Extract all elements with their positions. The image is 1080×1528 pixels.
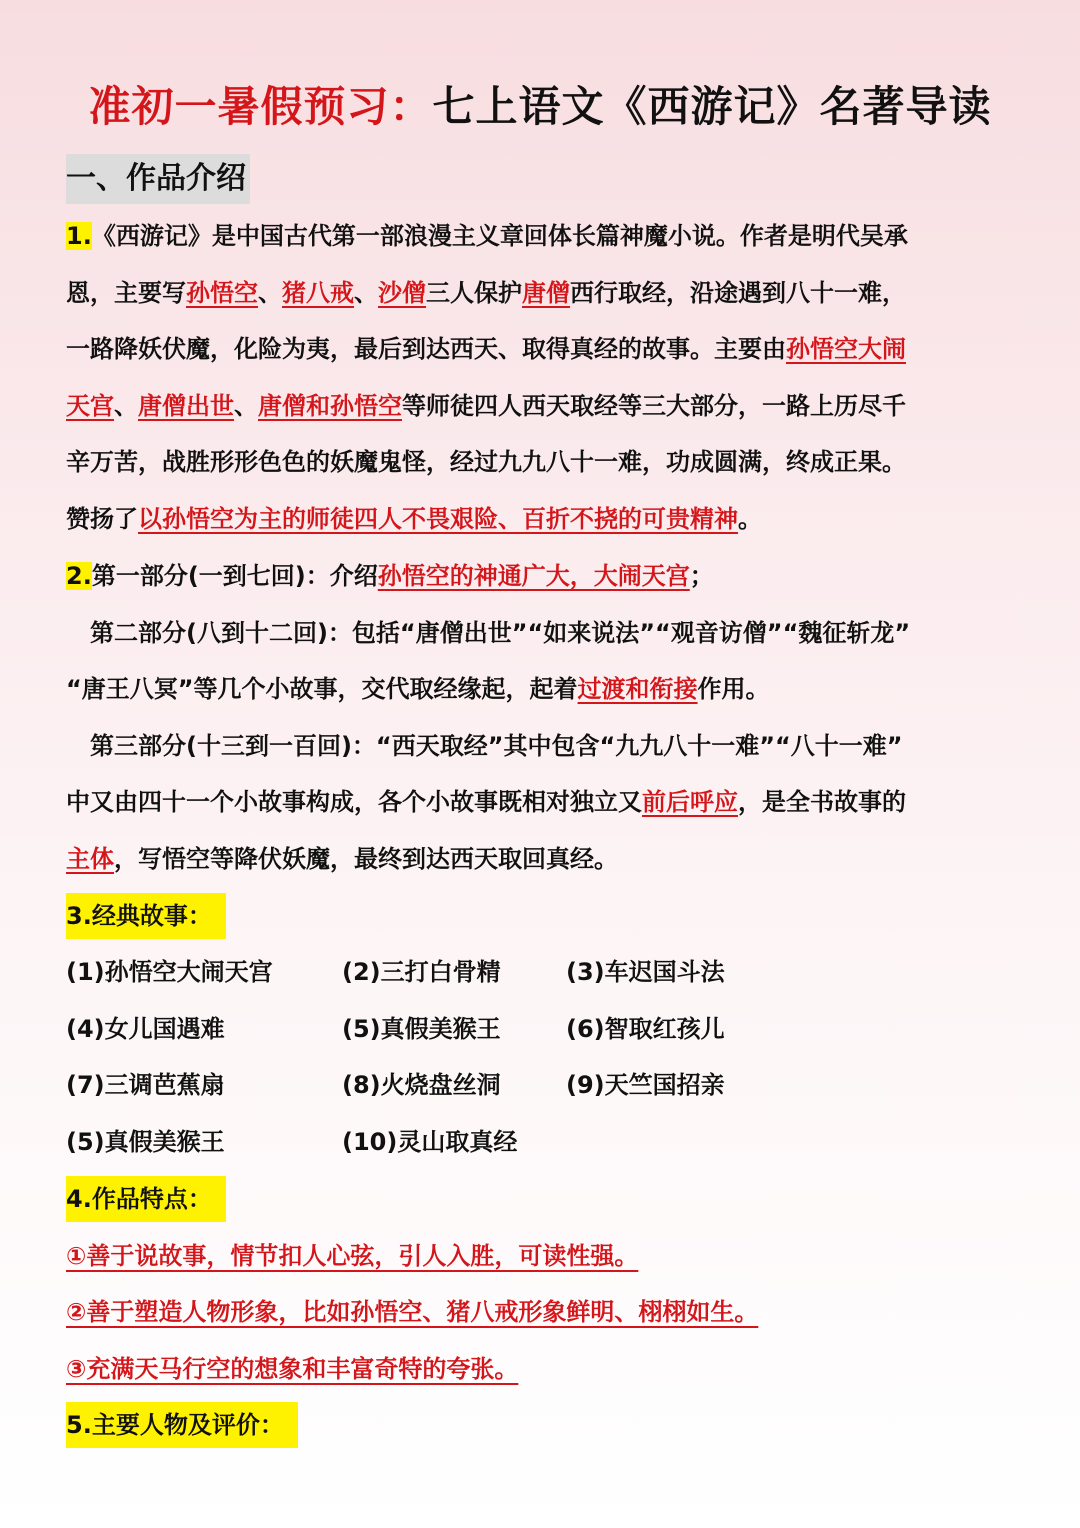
text-span: 等师徒四人西天取经等三大部分，一路上历尽千 bbox=[402, 391, 906, 420]
section-heading-intro: 一、作品介绍 bbox=[66, 154, 250, 204]
story-item: (7)三调芭蕉扇 bbox=[66, 1071, 225, 1100]
text-span: 、 bbox=[234, 391, 258, 420]
section-features bbox=[66, 1171, 1026, 1397]
page-title bbox=[0, 74, 1080, 134]
feature-item: ③充满天马行空的想象和丰富奇特的夸张。 bbox=[66, 1354, 519, 1383]
keyword: 孙悟空 bbox=[186, 278, 258, 307]
keyword: 孙悟空大闹 bbox=[786, 335, 906, 364]
text-span: 中又由四十一个小故事构成，各个小故事既相对独立又 bbox=[66, 788, 642, 817]
heading-classic-stories bbox=[66, 888, 1026, 945]
text-span: ； bbox=[689, 562, 714, 590]
text-span: 作用。 bbox=[697, 675, 770, 704]
keyword: 唐僧和孙悟空 bbox=[258, 391, 402, 420]
item-number-2: 2. bbox=[66, 562, 92, 590]
text-span: 三人保护 bbox=[426, 278, 522, 307]
story-item: (6)智取红孩儿 bbox=[566, 1014, 725, 1043]
text-span: “唐王八冥”等几个小故事，交代取经缘起，起着 bbox=[66, 675, 578, 704]
text-line: 第三部分(十三到一百回)：“西天取经”其中包含“九九八十一难”“八十一难” bbox=[90, 731, 903, 760]
story-item: (5)真假美猴王 bbox=[342, 1014, 501, 1043]
story-item: (5)真假美猴王 bbox=[66, 1127, 225, 1156]
item-number-1: 1. bbox=[66, 222, 92, 250]
title-black-part: 七上语文《西游记》名著导读 bbox=[432, 82, 992, 131]
title-red-part: 准初一暑假预习： bbox=[88, 82, 433, 131]
text-span: 第一部分(一到七回)：介绍 bbox=[91, 562, 378, 590]
heading-text: 3.经典故事： bbox=[66, 893, 226, 939]
stories-row bbox=[66, 944, 966, 1001]
paragraph-2 bbox=[66, 548, 1026, 888]
feature-item: ②善于塑造人物形象，比如孙悟空、猪八戒形象鲜明、栩栩如生。 bbox=[66, 1298, 759, 1327]
text-span: 赞扬了 bbox=[66, 504, 138, 533]
keyword: 猪八戒 bbox=[282, 278, 354, 307]
text-line: 辛万苦，战胜形形色色的妖魔鬼怪，经过九九八十一难，功成圆满，终成正果。 bbox=[66, 448, 906, 477]
text-line: 《西游记》是中国古代第一部浪漫主义章回体长篇神魔小说。作者是明代吴承 bbox=[91, 222, 908, 250]
story-item: (2)三打白骨精 bbox=[342, 958, 501, 986]
stories-row bbox=[66, 1114, 966, 1171]
keyword: 孙悟空的神通广大，大闹天宫 bbox=[377, 562, 690, 590]
text-span: 西行取经，沿途遇到八十一难， bbox=[570, 278, 906, 307]
text-line: 第二部分(八到十二回)：包括“唐僧出世”“如来说法”“观音访僧”“魏征斩龙” bbox=[90, 618, 911, 647]
feature-item: ①善于说故事，情节扣人心弦，引人入胜，可读性强。 bbox=[66, 1241, 639, 1270]
text-span: 一路降妖伏魔，化险为夷，最后到达西天、取得真经的故事。主要由 bbox=[66, 335, 786, 364]
keyword: 主体 bbox=[66, 844, 114, 873]
story-item: (10)灵山取真经 bbox=[342, 1127, 518, 1156]
heading-text: 5.主要人物及评价： bbox=[66, 1402, 298, 1448]
keyword: 以孙悟空为主的师徒四人不畏艰险、百折不挠的可贵精神 bbox=[138, 504, 738, 533]
keyword: 唐僧 bbox=[522, 278, 570, 307]
stories-row bbox=[66, 1001, 966, 1058]
heading-text: 4.作品特点： bbox=[66, 1176, 226, 1222]
story-item: (4)女儿国遇难 bbox=[66, 1014, 225, 1043]
keyword: 沙僧 bbox=[378, 278, 426, 307]
story-item: (9)天竺国招亲 bbox=[566, 1071, 725, 1100]
text-span: 恩，主要写 bbox=[66, 278, 186, 307]
keyword: 唐僧出世 bbox=[138, 391, 234, 420]
story-item: (8)火烧盘丝洞 bbox=[342, 1071, 501, 1100]
text-span: ，写悟空等降伏妖魔，最终到达西天取回真经。 bbox=[114, 844, 618, 873]
keyword: 天宫 bbox=[66, 391, 114, 420]
text-span: 、 bbox=[354, 278, 378, 307]
paragraph-1 bbox=[66, 208, 1026, 548]
text-span: ，是全书故事的 bbox=[738, 788, 906, 817]
keyword: 过渡和衔接 bbox=[577, 675, 698, 704]
text-span: 。 bbox=[738, 504, 762, 533]
stories-list bbox=[66, 944, 966, 1170]
story-item: (1)孙悟空大闹天宫 bbox=[66, 958, 273, 986]
stories-row bbox=[66, 1057, 966, 1114]
heading-main-characters bbox=[66, 1397, 1026, 1454]
text-span: 、 bbox=[258, 278, 282, 307]
story-item: (3)车迟国斗法 bbox=[566, 958, 725, 986]
keyword: 前后呼应 bbox=[642, 788, 738, 817]
text-span: 、 bbox=[114, 391, 138, 420]
